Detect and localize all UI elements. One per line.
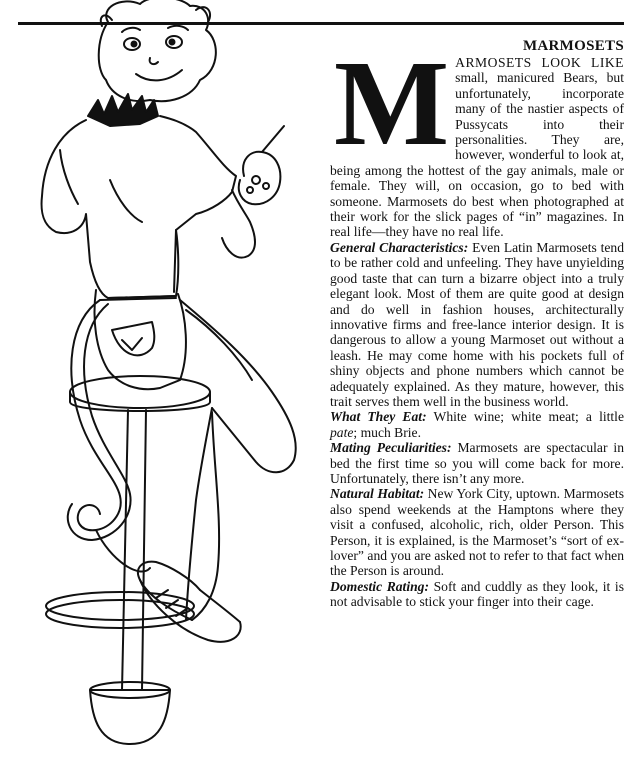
section-text: ; much Brie. (353, 424, 421, 440)
bar-stool (46, 376, 210, 744)
torso (42, 116, 236, 298)
section-heading: Mating Peculiarities: (330, 440, 452, 456)
collar (88, 94, 158, 126)
section-heading: Domestic Rating: (330, 578, 429, 594)
section-heading: What They Eat: (330, 409, 427, 425)
section-heading: General Characteristics: (330, 239, 469, 255)
section-text: Marmosets are spectacular in bed the first time so you will come back for more. Unfortunately, there isn’t any more. (330, 440, 624, 486)
article-title: MARMOSETS (522, 38, 624, 54)
section-domestic-rating (330, 579, 624, 610)
drop-cap: M (334, 36, 450, 171)
article (330, 38, 624, 610)
tail (68, 300, 150, 572)
section-text: White wine; white meat; a little (426, 409, 624, 425)
leg-and-sneaker (138, 412, 241, 642)
section-text: Soft and cuddly as they look, it is not advisable to stick your finger into their cage. (330, 578, 624, 610)
section-mating-peculiarities (330, 440, 624, 486)
section-general-characteristics (330, 240, 624, 409)
lead-text: small, manicured Bears, but unfortunately, incorporate many of the nastier aspects of Pussycats into their personalities. They are, however, wonderful to look at, being among the hottest of the gay animals, male or female. They will, on occasion, go to bed with someone. Marmosets do best when photographed at their work for the slick pages of “in” magazines. In real life—they have no real life. (330, 70, 624, 240)
marmoset-head (99, 0, 216, 101)
section-heading: Natural Habitat: (330, 486, 425, 502)
section-text: New York City, uptown. Marmosets also spend weekends at the Hamptons where they visit a confused, alcoholic, rich, older Person. This Person, it is explained, is the Marmoset’s “sort of ex-lover” and you are asked not to refer to that fact when the Person is around. (330, 486, 624, 579)
section-what-they-eat (330, 409, 624, 440)
italic-word: pate (330, 424, 354, 440)
lead-caps: ARMOSETS LOOK LIKE (455, 55, 624, 70)
section-natural-habitat (330, 486, 624, 578)
section-text: Even Latin Marmosets tend to be rather cold and unfeeling. They have unyielding good taste that can turn a bizarre object into a truly elegant look. Most of them are quite good at design and do well in fashion houses, architecturally innovative firms and free-lance interior design. It is dangerous to allow a young Marmoset out without a leash. He may come home with his pockets full of shiny objects and phone numbers which cannot be adequately explained. As they mature, however, this trait serves them well in the business world. (330, 239, 625, 409)
